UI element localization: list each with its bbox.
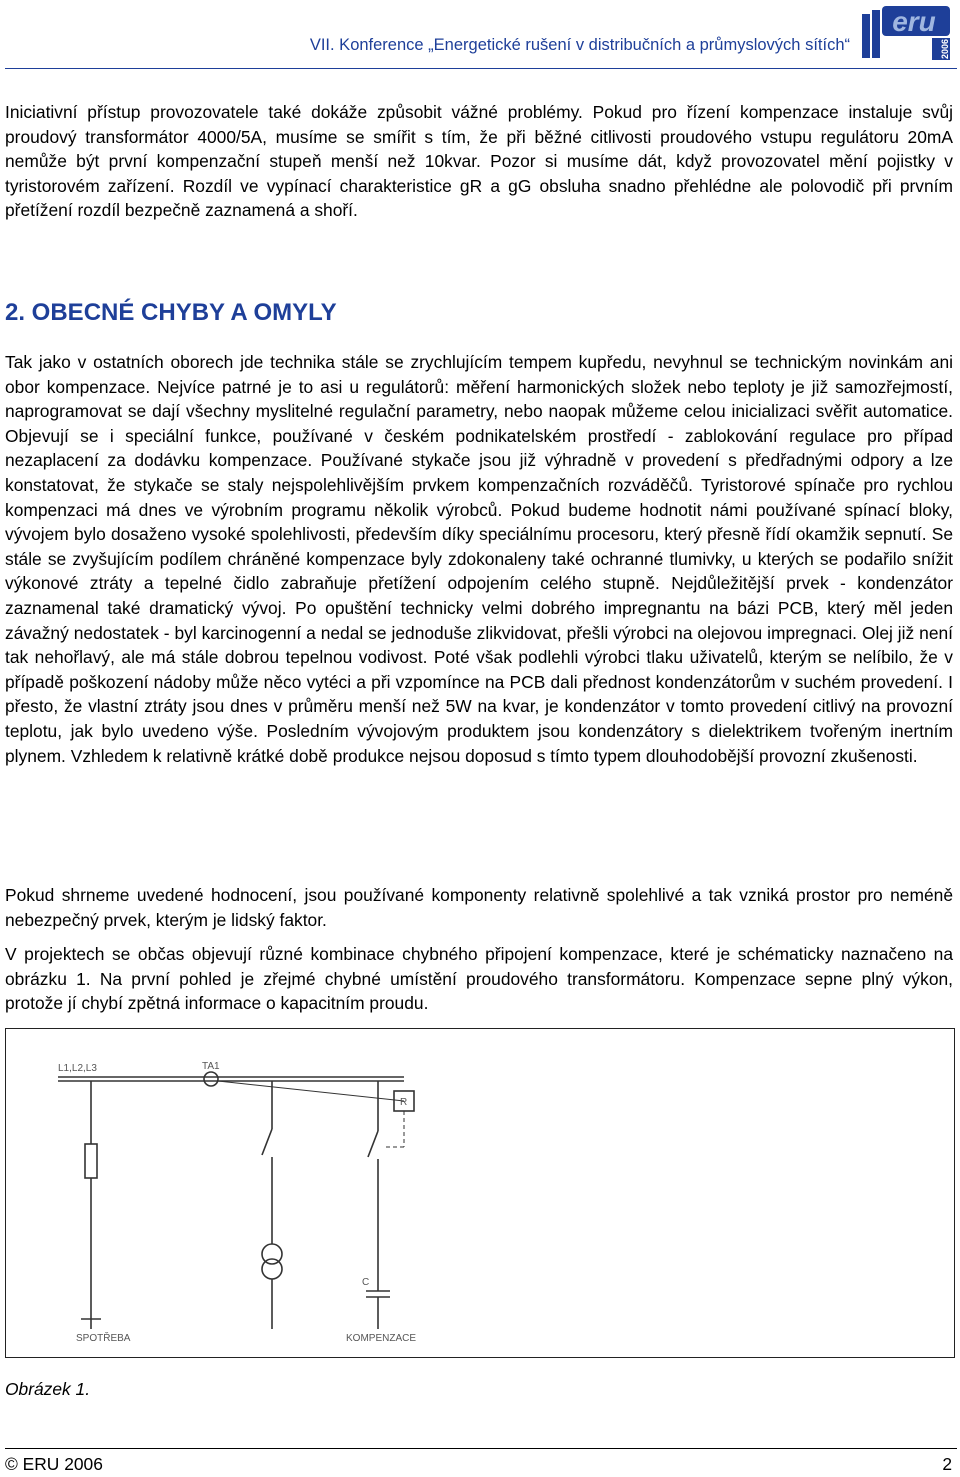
phases-label: L1,L2,L3 [58,1063,97,1074]
capacitor-label: C [362,1277,370,1288]
switch-symbol [262,1129,272,1155]
footer-divider [5,1448,957,1449]
page-number: 2 [942,1454,952,1474]
regulator-label: R [400,1097,408,1108]
logo-year: 2006 [940,38,950,60]
header-divider [5,68,957,69]
intro-paragraph: Iniciativní přístup provozovatele také dokáže způsobit vážné problémy. Pokud pro řízení kompenzace instaluje svůj proudový transformátor 4000/5A, musíme se smířit s tím, že při běžné citlivosti proudového vstupu regulátoru 20mA nemůže být první kompenzační stupeň menší než 10kvar. Pozor si musíme dát, když provozovatel mění pojistky v tyristorovém zařízení. Rozdíl ve vypínací charakteristice gR a gG obsluha snadno přehlédne ale polovodič při prvním přetížení rozdíl bezpečně zaznamená a shoří. [5,102,953,221]
conference-title: VII. Konference „Energetické rušení v distribučních a průmyslových sítích“ [309,36,850,54]
footer-copyright: © ERU 2006 [5,1454,103,1474]
current-transformer-symbol [204,1072,218,1086]
ct-label: TA1 [202,1061,220,1072]
figure-caption: Obrázek 1. [5,1379,91,1399]
section-body-paragraph: Tak jako v ostatních oborech jde technika stále se zrychlujícím tempem kupředu, nevyhnul se technickým novinkám ani obor kompenzace. Nejvíce patrné je to asi u regulátorů: měření harmonických složek nebo teploty je již samozřejmostí, naprogramovat se dají všechny myslitelné regulační parametry, nebo naopak můžeme celou inicializaci svěřit automatice. Objevují se i speciální funkce, používané v českém podnikatelském prostředí - zablokování regulace pro případ nezaplacení za dodávku kompenzace. Používané stykače jsou již výhradně v provedení s předřadnými odpory a lze konstatovat, že stykače se staly nejspolehlivějším prvkem kompenzačních rozváděčů. Tyristorové spínače pro rychlou kompenzaci má dnes ve výrobním programu několik výrobců. Pokud budeme hodnotit námi používané spínací bloky, vývojem bylo dosaženo vysoké spolehlivosti, především díky speciálnímu procesoru, který přesně řídí okamžik sepnutí. Se stále se zvyšujícím podílem chráněné kompenzace byly zdokonaleny také ochranné tlumivky, u kterých se podařilo snížit výkonové ztráty a tepelné čidlo zabraňuje přetížení odpojením celého stupně. Nejdůležitější prvek - kondenzátor zaznamenal také dramatický vývoj. Po opuštění technicky velmi dobrého impregnantu na bázi PCB, který měl jeden závažný nedostatek - byl karcinogenní a nedal se jednoduše zlikvidovat, přešli výrobci na olejovou impregnaci. Olej již není tak nehořlavý, ale má stále dobrou tepelnou vodivost. Poté však podlehli výrobci tlaku uživatelů, kterým se nelíbilo, že v případě poškození nádoby může něco vytéci a při vzpomínce na PCB dali přednost kondenzátorům v suchém provedení. I přesto, že vlastní ztráty jsou dnes v průměru menší než 5W na kvar, je kondenzátor v tomto provedení citlivý na provozní teplotu, jak bylo uvedeno výše. Posledním vývojovým produktem jsou kondenzátory s dielektrikem tvořeným inertním plynem. Vzhledem k relativně krátké době produkce nejsou doposud s tímto typem dlouhodobější provozní zkušenosti. [5,352,953,766]
summary-paragraph: Pokud shrneme uvedené hodnocení, jsou používané komponenty relativně spolehlivé a tak vzniká prostor pro neméně nebezpečný prvek, kterým je lidský faktor. [5,885,953,930]
contactor-symbol [368,1131,378,1157]
logo-text: eru [892,6,936,37]
figure-schematic [5,1028,955,1358]
eru-logo [862,4,956,64]
load-label: SPOTŘEBA [76,1333,131,1344]
figure-intro-paragraph: V projektech se občas objevují různé kombinace chybného připojení kompenzace, které je schématicky naznačeno na obrázku 1. Na první pohled je zřejmé chybné umístění proudového transformátoru. Kompenzace sepne plný výkon, protože jí chybí zpětná informace o kapacitním proudu. [5,944,953,1014]
compensation-label: KOMPENZACE [346,1333,417,1344]
section-heading: 2. OBECNÉ CHYBY A OMYLY [5,299,337,326]
fuse-symbol [85,1144,97,1178]
